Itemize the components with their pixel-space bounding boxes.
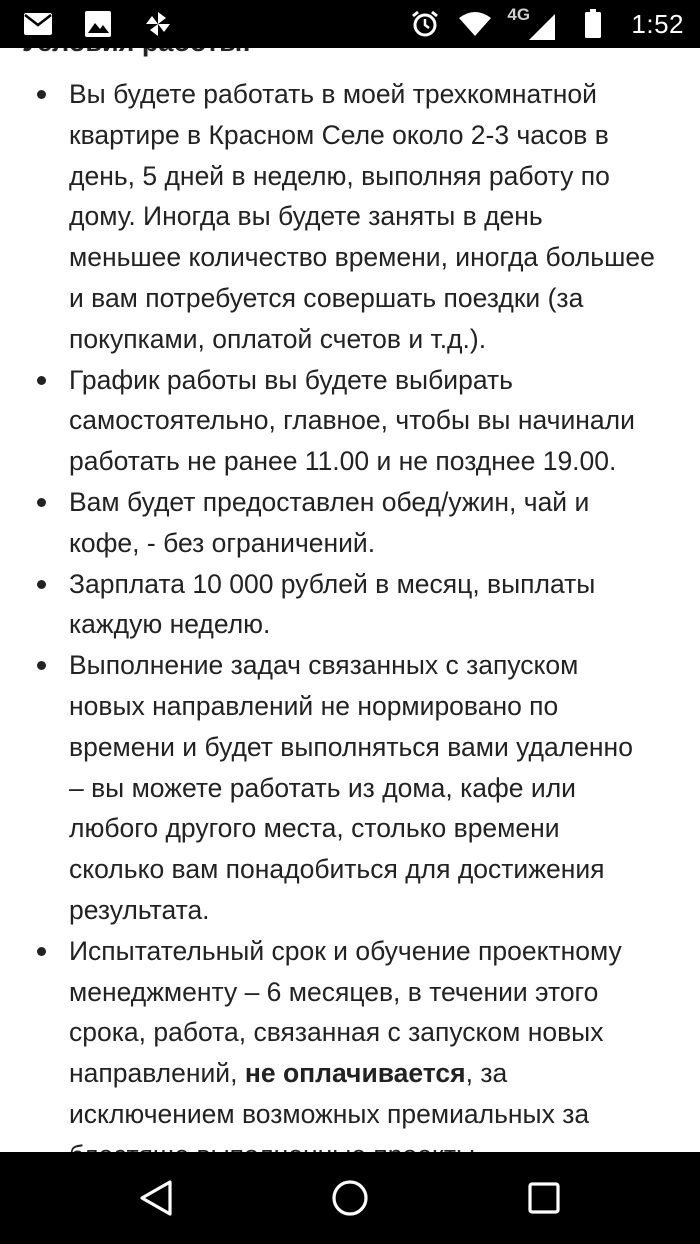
text-line: дому. Иногда вы будете заняты в день (69, 201, 543, 232)
text-line: меньшее количество времени, иногда большее (69, 242, 655, 273)
text-line: Вы будете работать в моей трехкомнатной (69, 79, 597, 109)
text-segment: , за (465, 1058, 508, 1089)
signal-indicator (509, 7, 559, 41)
text-line: работать не ранее 11.00 и не позднее 19.00. (69, 446, 617, 477)
text-line: каждую неделю. (69, 609, 271, 640)
signal-icon (509, 7, 559, 41)
text-line: Выполнение задач связанных с запуском (69, 650, 579, 681)
text-line: Испытательный срок и обучение проектному (69, 935, 622, 966)
text-line: менеджменту – 6 месяцев, в течении этого (69, 976, 599, 1007)
network-type-label: 4G (507, 5, 531, 24)
text-line: любого другого места, столько времени (69, 813, 560, 844)
list-item (0, 74, 700, 360)
text-line: времени и будет выполняться вами удаленно (69, 731, 633, 762)
text-line: Вам будет предоставлен обед/ужин, чай и (69, 486, 590, 517)
text-line: кофе, - без ограничений. (69, 527, 376, 558)
clock-time: 1:52 (631, 8, 684, 39)
wifi-icon (459, 9, 491, 39)
status-bar (0, 0, 700, 48)
text-line: исключением возможных премиальных за (69, 1098, 590, 1129)
home-button[interactable] (324, 1172, 376, 1224)
text-line: – вы можете работать из дома, кафе или (69, 772, 576, 803)
navigation-bar (0, 1152, 700, 1244)
alarm-icon (409, 9, 441, 39)
back-button[interactable] (130, 1172, 182, 1224)
list-item (0, 645, 700, 931)
list-item (0, 564, 700, 646)
text-line: График работы вы будете выбирать (69, 364, 513, 395)
image-icon (82, 9, 114, 39)
list-item (0, 931, 700, 1176)
text-line: срока, работа, связанная с запуском новых (69, 1017, 604, 1048)
list-item (0, 482, 700, 564)
back-icon (138, 1179, 174, 1217)
home-icon (330, 1178, 370, 1218)
text-line (69, 1053, 680, 1094)
recents-icon (526, 1180, 562, 1216)
text-line: день, 5 дней в неделю, выполняя работу по (69, 160, 610, 191)
battery-icon (577, 9, 609, 39)
text-line: квартире в Красном Селе около 2-3 часов в (69, 119, 609, 150)
conditions-list (0, 74, 700, 1176)
text-line: Зарплата 10 000 рублей в месяц, выплаты (69, 568, 596, 599)
text-line: и вам потребуется совершать поездки (за (69, 282, 584, 313)
text-segment: направлений, (69, 1058, 245, 1089)
text-line: самостоятельно, главное, чтобы вы начинали (69, 405, 635, 436)
mail-icon (22, 9, 54, 39)
text-line: результата. (69, 894, 210, 925)
bold-phrase: не оплачивается (244, 1058, 466, 1089)
text-line: покупками, оплатой счетов и т.д.). (69, 323, 487, 354)
text-line: сколько вам понадобиться для достижения (69, 854, 605, 885)
text-line: новых направлений не нормировано по (69, 690, 559, 721)
list-item (0, 360, 700, 482)
pinwheel-icon (142, 9, 174, 39)
recents-button[interactable] (518, 1172, 570, 1224)
